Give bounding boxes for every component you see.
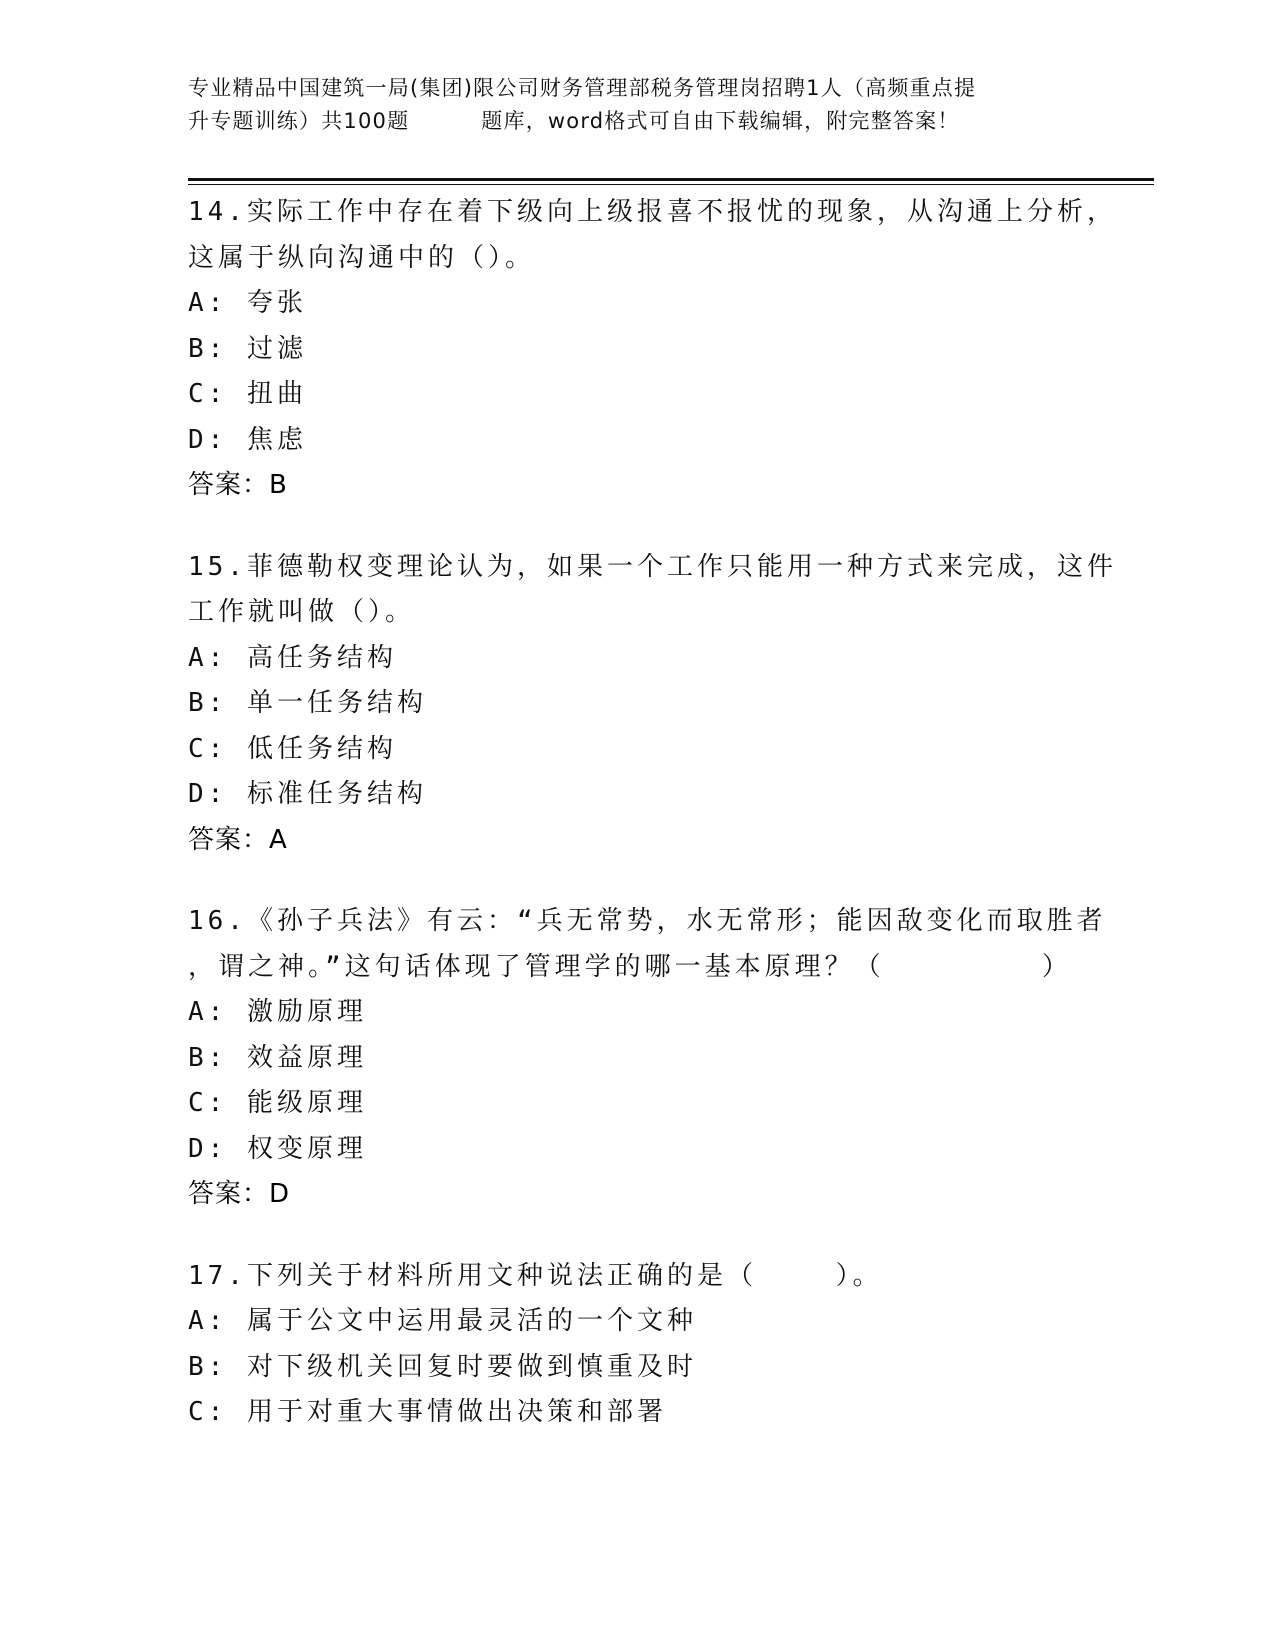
question-16 — [188, 899, 1107, 1218]
header-line-2-right: 题库，word格式可自由下载编辑，附完整答案！ — [481, 109, 960, 133]
option-b: B: 单一任务结构 — [188, 688, 427, 718]
header-line-2 — [188, 105, 1088, 138]
option-c: C: 能级原理 — [188, 1088, 367, 1118]
question-stem-line: 工作就叫做（）。 — [188, 597, 416, 627]
answer-line: 答案：A — [188, 824, 288, 855]
header-rule-thick — [188, 178, 1154, 181]
option-d: D: 标准任务结构 — [188, 779, 427, 809]
option-c: C: 扭曲 — [188, 379, 307, 409]
option-d: D: 权变原理 — [188, 1133, 367, 1164]
option-a: A: 属于公文中运用最灵活的一个文种 — [188, 1306, 697, 1336]
answer-line: 答案：D — [188, 1179, 291, 1209]
option-a: A: 激励原理 — [188, 997, 367, 1027]
question-14 — [188, 190, 1117, 509]
header-line-1: 专业精品中国建筑一局(集团)限公司财务管理部税务管理岗招聘1人（高频重点提 — [188, 76, 977, 100]
question-17 — [188, 1254, 1088, 1436]
header-rule-thin — [188, 184, 1154, 185]
question-stem-line: 这属于纵向沟通中的（）。 — [188, 242, 536, 273]
option-c: C: 低任务结构 — [188, 733, 397, 764]
question-stem-line: ，谓之神。”这句话体现了管理学的哪一基本原理？（ ） — [188, 951, 1072, 982]
question-list — [188, 190, 1117, 1472]
question-15 — [188, 545, 1117, 864]
document-header — [188, 72, 1088, 138]
header-line-2-left: 升专题训练）共100题 — [188, 109, 410, 133]
option-b: B: 效益原理 — [188, 1042, 367, 1073]
option-b: B: 过滤 — [188, 333, 307, 364]
question-stem-line: 14.实际工作中存在着下级向上级报喜不报忧的现象，从沟通上分析， — [188, 197, 1117, 227]
question-stem-line: 17.下列关于材料所用文种说法正确的是（ ）。 — [188, 1260, 883, 1291]
option-a: A: 高任务结构 — [188, 642, 397, 673]
answer-line: 答案：B — [188, 470, 288, 500]
option-d: D: 焦虑 — [188, 424, 307, 455]
option-a: A: 夸张 — [188, 288, 307, 318]
question-stem-line: 15.菲德勒权变理论认为，如果一个工作只能用一种方式来完成，这件 — [188, 551, 1117, 582]
question-stem-line: 16.《孙子兵法》有云：“兵无常势，水无常形；能因敌变化而取胜者 — [188, 906, 1107, 936]
option-b: B: 对下级机关回复时要做到慎重及时 — [188, 1351, 697, 1382]
option-c: C: 用于对重大事情做出决策和部署 — [188, 1397, 667, 1427]
